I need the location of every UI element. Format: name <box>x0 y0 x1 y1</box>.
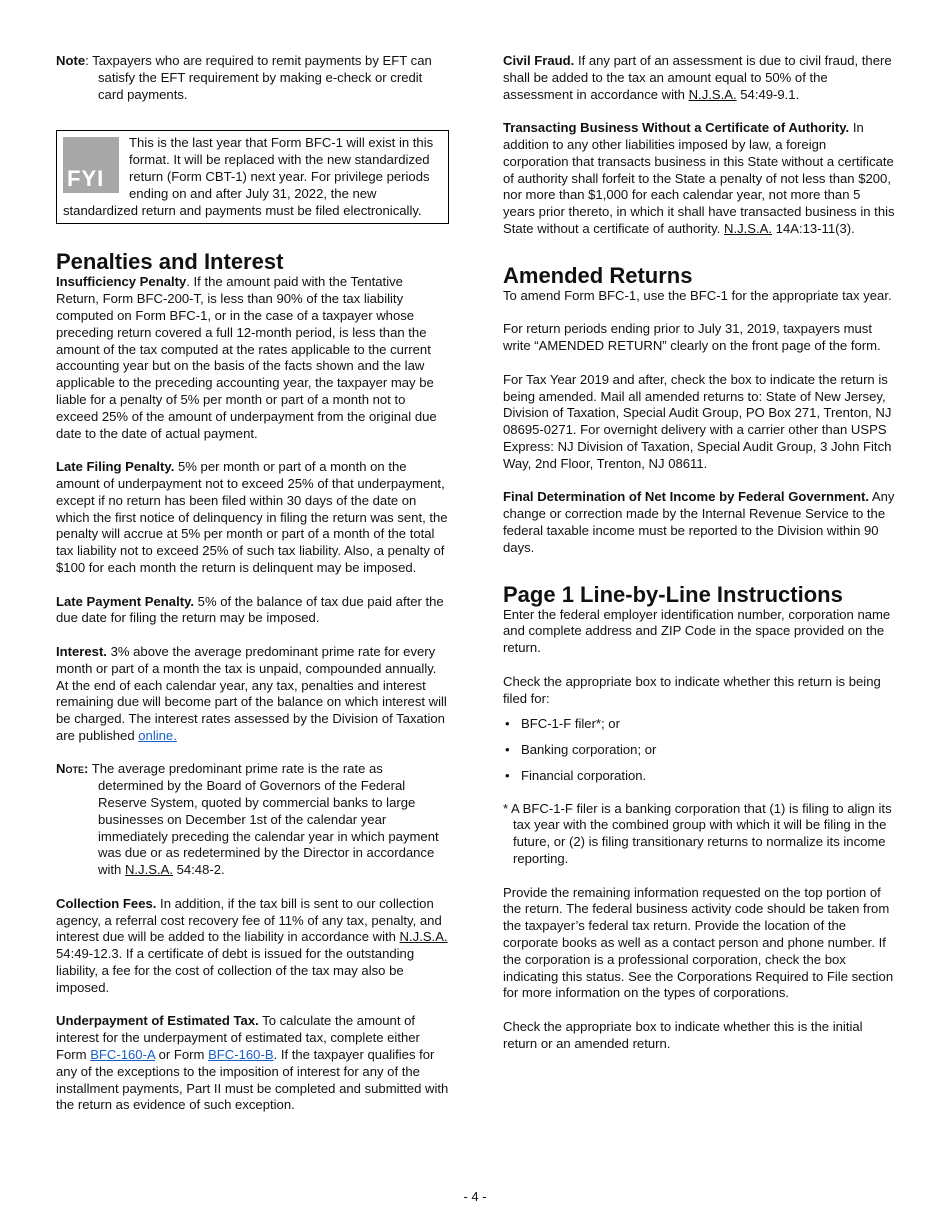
lead: Civil Fraud. <box>503 53 575 68</box>
amended-p1: To amend Form BFC-1, use the BFC-1 for the appropriate tax year. <box>503 287 892 303</box>
line-p4: Check the appropriate box to indicate whether this is the initial return or an amended return. <box>503 1019 863 1051</box>
lead: Collection Fees. <box>56 895 157 911</box>
right-column <box>503 53 895 1069</box>
lead: Late Payment Penalty. <box>56 593 195 609</box>
online-link[interactable]: online. <box>138 727 177 743</box>
filer-footnote: * A BFC-1-F filer is a banking corporation that (1) is filing to align its tax year with the combined group with which it will be filing in the future, or (2) is filing transitionary returns to normalize its income reporting. <box>503 800 892 867</box>
late-filing-paragraph <box>56 459 449 577</box>
tail: 14A:13-11(3). <box>772 220 855 236</box>
amended-p3: For Tax Year 2019 and after, check the box to indicate the return is being amended. Mail all amended returns to: State of New Jersey, Division of Taxation, Special Audit Group, PO Box 271, Trenton, NJ 08695-0271. For overnight delivery with a carrier other than USPS Express: NJ Division of Taxation, Special Audit Group, 3 John Fitch Way, 2nd Floor, Trenton, NJ 08611. <box>503 371 892 471</box>
text: If any part of an assessment is due to civil fraud, there shall be added to the tax an amount equal to 50% of the assessment in accordance with <box>503 53 892 102</box>
fyi-icon-text: FYI <box>67 166 105 192</box>
collection-fees-paragraph <box>56 896 449 997</box>
text: To calculate the amount of interest for the underpayment of estimated tax, complete either Form <box>56 1013 420 1063</box>
fyi-text: This is the last year that Form BFC-1 will exist in this format. It will be replaced with the new standardized return (Form CBT-1) next year. For privilege periods ending on and after July 31, 2022, the new standardized return and payments must be filed electronically. <box>63 135 434 218</box>
text: . If the amount paid with the Tentative Return, Form BFC-200-T, is less than 90% of the tax liability computed on Form BFC-1, or in the case of a taxpayer whose preceding return covered a full 12-month period, is less than the amount of the tax computed at the rates applicable to the current accounting year but on the basis of the facts shown and the law applicable to the preceding accounting year, the taxpayer may be liable for a penalty of 5% per month or part of a month not to exceed 25% of the amount of underpayment from the original due date to the date of actual payment. <box>56 274 437 441</box>
line-p3: Provide the remaining information requested on the top portion of the return. The federal business activity code should be taken from the taxpayer’s federal tax return. Provide the location of the corporate books as well as a contact person and phone number. If the corporation is a professional corporation, check the box indicating this status. See the Corporations Required to File section for more information on the types of corporations. <box>503 884 894 1001</box>
amended-p2: For return periods ending prior to July 31, 2019, taxpayers must write “AMENDED RETURN” clearly on the front page of the form. <box>503 321 881 354</box>
text: Any change or correction made by the Internal Revenue Service to the federal taxable income must be reported to the Division within 90 days. <box>503 489 895 555</box>
note-label: Note <box>56 53 86 68</box>
penalties-heading: Penalties and Interest <box>56 249 284 275</box>
lead: Interest. <box>56 643 107 659</box>
bfc-160-a-link[interactable]: BFC-160-A <box>90 1047 155 1063</box>
list-item: • Financial corporation. <box>503 768 895 785</box>
text: 5% per month or part of a month on the amount of underpayment not to exceed 25% of that underpayment, except if no return has been filed within 30 days of the date on which the first notice of delinquency in filing the return was sent, the penalty will accrue at 5% per month or part of a month of the total tax liability not to exceed 25% of such tax liability. Also, a penalty of $100 for each month the return is delinquent may be imposed. <box>56 459 448 575</box>
fyi-icon <box>63 137 119 193</box>
citation: N.J.S.A. <box>688 86 737 102</box>
lead: Late Filing Penalty. <box>56 459 175 475</box>
transacting-paragraph <box>503 120 895 238</box>
citation: N.J.S.A. <box>399 929 448 945</box>
civil-fraud-paragraph <box>503 53 895 103</box>
list-item: • Banking corporation; or <box>503 742 895 759</box>
tail: 54:49-12.3. If a certificate of debt is issued for the outstanding liability, a fee for the cost of collection of the tax may also be imposed. <box>56 946 415 995</box>
text: The average predominant prime rate is the rate as determined by the Board of Governors of the Federal Reserve System, quoted by commercial banks to large businesses on December 1st of the calendar year immediately preceding the calendar year in which payment was due or as redetermined by the Director in accordance with <box>88 761 439 878</box>
text: or Form <box>154 1047 209 1063</box>
eft-note <box>56 53 449 103</box>
tail: 54:49-9.1. <box>736 86 800 102</box>
lead: Insufficiency Penalty <box>56 274 187 290</box>
text: In addition, if the tax bill is sent to our collection agency, a referral cost recovery fee of 11% of any tax, penalty, and interest due will be added to the liability in accordance with <box>56 895 442 945</box>
filer-type-list <box>503 716 895 784</box>
lead: Transacting Business Without a Certificate of Authority. <box>503 120 850 136</box>
citation: N.J.S.A. <box>124 862 173 878</box>
amended-returns-heading: Amended Returns <box>503 262 693 288</box>
lead: Final Determination of Net Income by Federal Government. <box>503 489 869 505</box>
text: 3% above the average predominant prime rate for every month or part of a month the tax is unpaid, compounded annually. At the end of each calendar year, any tax, penalties and interest remaining due will become part of the balance on which interest will be charged. The interest rates assessed by the Division of Taxation are published <box>56 643 447 743</box>
fyi-box <box>56 130 449 224</box>
insufficiency-paragraph <box>56 274 449 442</box>
citation: N.J.S.A. <box>724 220 773 236</box>
line-by-line-heading: Page 1 Line-by-Line Instructions <box>503 581 843 607</box>
page-number: - 4 - <box>463 1189 487 1204</box>
final-determination-paragraph <box>503 489 895 556</box>
lead: Underpayment of Estimated Tax. <box>56 1013 259 1029</box>
text: 5% of the balance of tax due paid after the due date for filing the return may be imposed. <box>56 593 444 626</box>
list-item: • BFC-1-F filer*; or <box>503 716 895 733</box>
underpayment-paragraph <box>56 1013 449 1114</box>
note-text: : Taxpayers who are required to remit payments by EFT can satisfy the EFT requirement by making e-check or credit card payments. <box>85 53 432 102</box>
text: . If the taxpayer qualifies for any of the exceptions to the imposition of interest for any of the installment payments, Part II must be completed and submitted with the return as evidence of such exception. <box>56 1047 449 1113</box>
text: In addition to any other liabilities imposed by law, a foreign corporation that transacts business in this State without a certificate of authority shall forfeit to the State a penalty of not less than $200, nor more than $1,000 for each calendar year, not more than 5 years prior thereto, in which it shall have transacted business in this State without a certificate of authority. <box>503 120 895 236</box>
late-payment-paragraph <box>56 594 449 628</box>
line-p1: Enter the federal employer identification number, corporation name and complete address and ZIP Code in the space provided on the return. <box>503 606 891 656</box>
interest-paragraph <box>56 644 449 745</box>
line-p2: Check the appropriate box to indicate whether this return is being filed for: <box>503 673 881 706</box>
tail: 54:48-2. <box>172 862 225 878</box>
prime-rate-note <box>56 761 449 879</box>
left-column <box>56 53 449 1131</box>
note-label: Note: <box>56 761 89 777</box>
bfc-160-b-link[interactable]: BFC-160-B <box>208 1047 274 1063</box>
